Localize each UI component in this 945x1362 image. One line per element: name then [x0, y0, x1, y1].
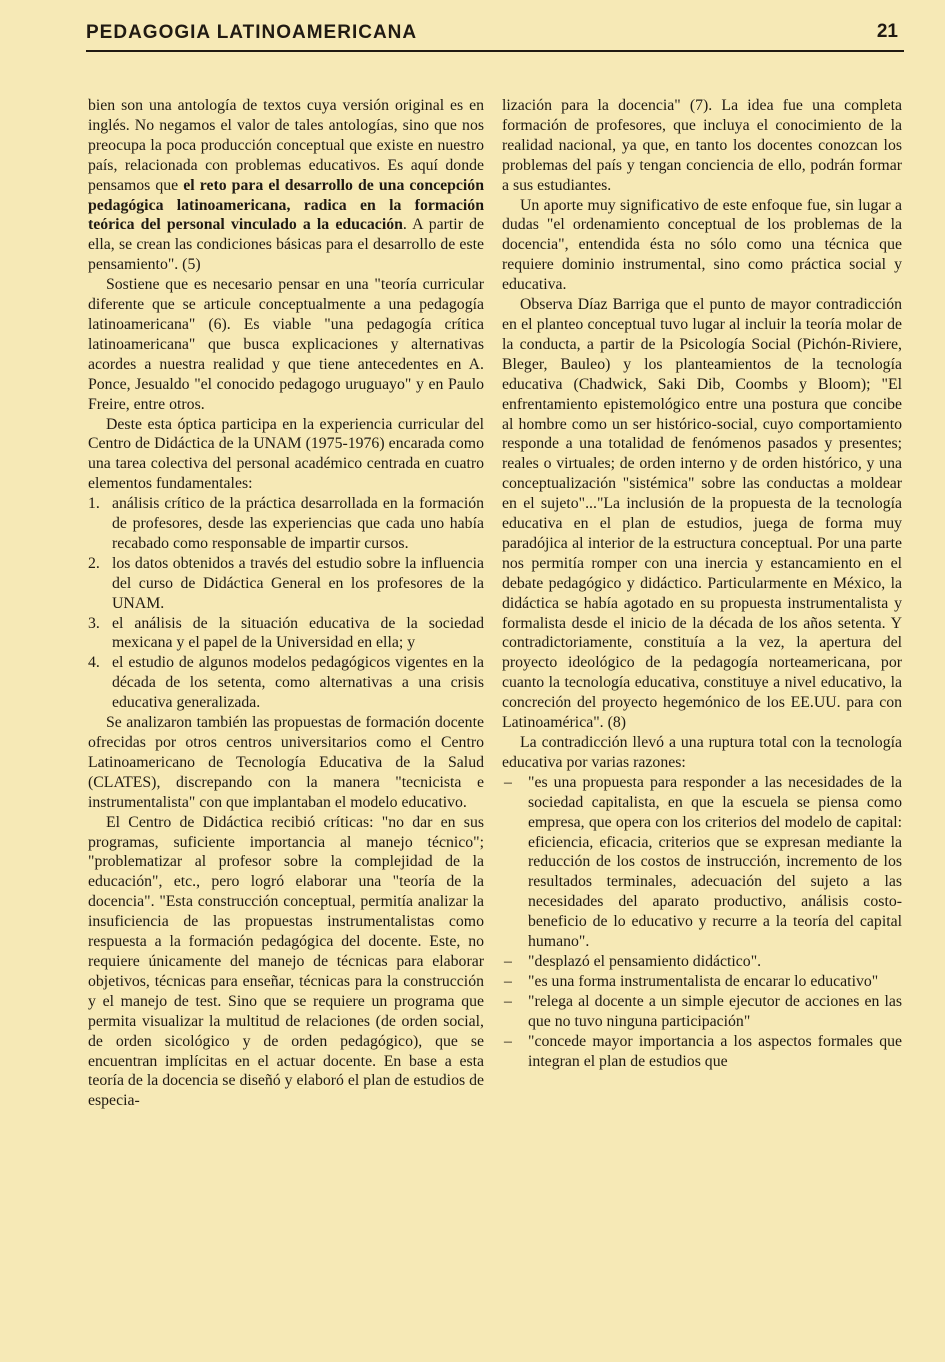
left-column: [88, 96, 484, 1111]
text-run: bien son una antología de textos cuya versión original es en inglés. No negamos el valor de tales antologías, sino que nos preocupa la poca producción conceptual que existe en nuestro país, relacionada con problemas educativos. Es aquí donde pensamos que: [88, 97, 484, 194]
list-item: [502, 992, 902, 1032]
list-item-text: "es una forma instrumentalista de encarar lo educativo": [528, 972, 879, 990]
list-dash: –: [504, 773, 512, 791]
list-item: [88, 653, 484, 713]
list-item: [502, 952, 902, 972]
paragraph: El Centro de Didáctica recibió críticas: "no dar en sus programas, suficiente importancia al manejo técnico"; "problematizar al profesor sobre la complejidad de la educación", etc., pero logró elaborar una "teoría de la docencia". "Esta construcción conceptual, permitía analizar la insuficiencia de las propuestas instrumentalistas como respuesta a la formación pedagógica del docente. Este, no requiere únicamente del manejo de técnicas para elaborar objetivos, técnicas para enseñar, técnicas para la construcción y el manejo de test. Sino que se requiere un programa que permita visualizar la multitud de relaciones (de orden social, de orden sicológico y de orden pedagógico), que se encuentran implícitas en el actuar docente. En base a esta teoría de la docencia se diseñó y elaboró el plan de estudios de especia-: [88, 813, 484, 1110]
bold-text-run: el reto para el desarrollo de una concepción pedagógica latinoamericana, radica en la formación teórica del personal vinculado a la educación: [88, 176, 484, 234]
paragraph: Deste esta óptica participa en la experiencia curricular del Centro de Didáctica de la UNAM (1975-1976) encarada como una tarea colectiva del personal académico centrada en cuatro elementos fundamentales:: [88, 415, 484, 493]
list-item-text: "relega al docente a un simple ejecutor de acciones en las que no tuvo ninguna participación": [528, 992, 902, 1030]
list-dash: –: [504, 1032, 512, 1050]
list-item: [88, 494, 484, 554]
paragraph: Se analizaron también las propuestas de formación docente ofrecidas por otros centros universitarios como el Centro Latinoamericano de Tecnología Educativa de la Salud (CLATES), discrepando con la manera "tecnicista e instrumentalista" con que implantaban el modelo educativo.: [88, 714, 484, 811]
list-dash: –: [504, 952, 512, 970]
journal-title: PEDAGOGIA LATINOAMERICANA: [86, 22, 418, 43]
right-column: [502, 96, 902, 1071]
list-number: 4.: [88, 654, 100, 672]
paragraph: La contradicción llevó a una ruptura total con la tecnología educativa por varias razones:: [502, 734, 902, 771]
dash-list: [502, 773, 902, 1072]
list-dash: –: [504, 972, 512, 990]
list-dash: –: [504, 992, 512, 1010]
list-item-text: el análisis de la situación educativa de la sociedad mexicana y el papel de la Universidad en ella; y: [112, 614, 484, 652]
list-item: [502, 1032, 902, 1072]
list-item: [88, 554, 484, 614]
paragraph: Observa Díaz Barriga que el punto de mayor contradicción en el planteo conceptual tuvo lugar al incluir la teoría molar de la conducta, a partir de la Psicología Social (Pichón-Riviere, Bleger, Bauleo) y los planteamientos de la tecnología educativa (Chadwick, Saki Dib, Coombs y Bloom); "El enfrentamiento epistemológico entre una postura que concibe al hombre como un ser histórico-social, cuyo comportamiento responde a una totalidad de fenómenos pasados y presentes; reales o virtuales; de orden interno y de orden histórico, y una conceptualización "sistémica" sobre las conductas a moldear en el sujeto"..."La inclusión de la propuesta de la tecnología educativa en el plan de estudios, juega de forma muy paradójica al interior de la estructura conceptual. Por una parte nos permitía romper con una inercia y estancamiento en el debate pedagógico y didáctico. Particularmente en México, la didáctica se había agotado en su propuesta instrumentalista y formalista desde el inicio de la década de los años setenta. Y contradictoriamente, constituía a la vez, la apertura del proyecto ideológico de la pedagogía norteamericana, por cuanto la tecnología educativa, constituye a nivel educativo, la concreción del proyecto hegemónico de los EE.UU. para con Latinoamérica". (8): [502, 296, 902, 732]
page-number: 21: [876, 21, 898, 42]
text-run: . A partir de ella, se crean las condiciones básicas para el desarrollo de este pensamiento". (5): [88, 216, 484, 274]
list-item: [502, 972, 902, 992]
paragraph: lización para la docencia" (7). La idea fue una completa formación de profesores, que incluya el conocimiento de la realidad nacional, ya que, en tanto los docentes conozcan los problemas del país y tengan conciencia de ello, podrán formar a sus estudiantes.: [502, 97, 902, 194]
paragraph: Sostiene que es necesario pensar en una "teoría curricular diferente que se articule conceptualmente a una pedagogía latinoamericana" (6). Es viable "una pedagogía crítica latinoamericana" que busca explicaciones y alternativas acordes a nuestra realidad y que tiene antecedentes en A. Ponce, Jesualdo "el conocido pedagogo uruguayo" y en Paulo Freire, entre otros.: [88, 276, 484, 413]
list-number: 3.: [88, 614, 100, 632]
list-number: 2.: [88, 554, 100, 572]
list-item-text: los datos obtenidos a través del estudio sobre la influencia del curso de Didáctica General en los profesores de la UNAM.: [112, 554, 484, 612]
paragraph: [88, 96, 484, 275]
list-item-text: análisis crítico de la práctica desarrollada en la formación de profesores, desde las experiencias que cada uno había recabado como responsable de impartir cursos.: [112, 495, 484, 552]
numbered-list: [88, 494, 484, 713]
list-item-text: "desplazó el pensamiento didáctico".: [528, 952, 762, 970]
list-item: [88, 614, 484, 654]
paragraph: Un aporte muy significativo de este enfoque fue, sin lugar a dudas "el ordenamiento conceptual de los problemas de la docencia", entendida ésta no sólo como una técnica que requiere dominio instrumental, sino como práctica social y educativa.: [502, 196, 902, 294]
list-item-text: "es una propuesta para responder a las necesidades de la sociedad capitalista, en que la escuela se piensa como empresa, que opera con los criterios del modelo de capital: eficiencia, eficacia, criterios que se expresan mediante la reducción de los costos de instrucción, incremento de los resultados terminales, adecuación del sujeto a las necesidades del aparato productivo, análisis costo-beneficio de lo educativo y recurre a la teoría del capital humano".: [528, 773, 902, 951]
list-number: 1.: [88, 495, 100, 513]
page-header: [86, 20, 904, 52]
list-item: [502, 773, 902, 952]
list-item-text: el estudio de algunos modelos pedagógicos vigentes en la década de los setenta, como alternativas a una crisis educativa generalizada.: [112, 654, 484, 712]
list-item-text: "concede mayor importancia a los aspectos formales que integran el plan de estudios que: [528, 1032, 902, 1070]
